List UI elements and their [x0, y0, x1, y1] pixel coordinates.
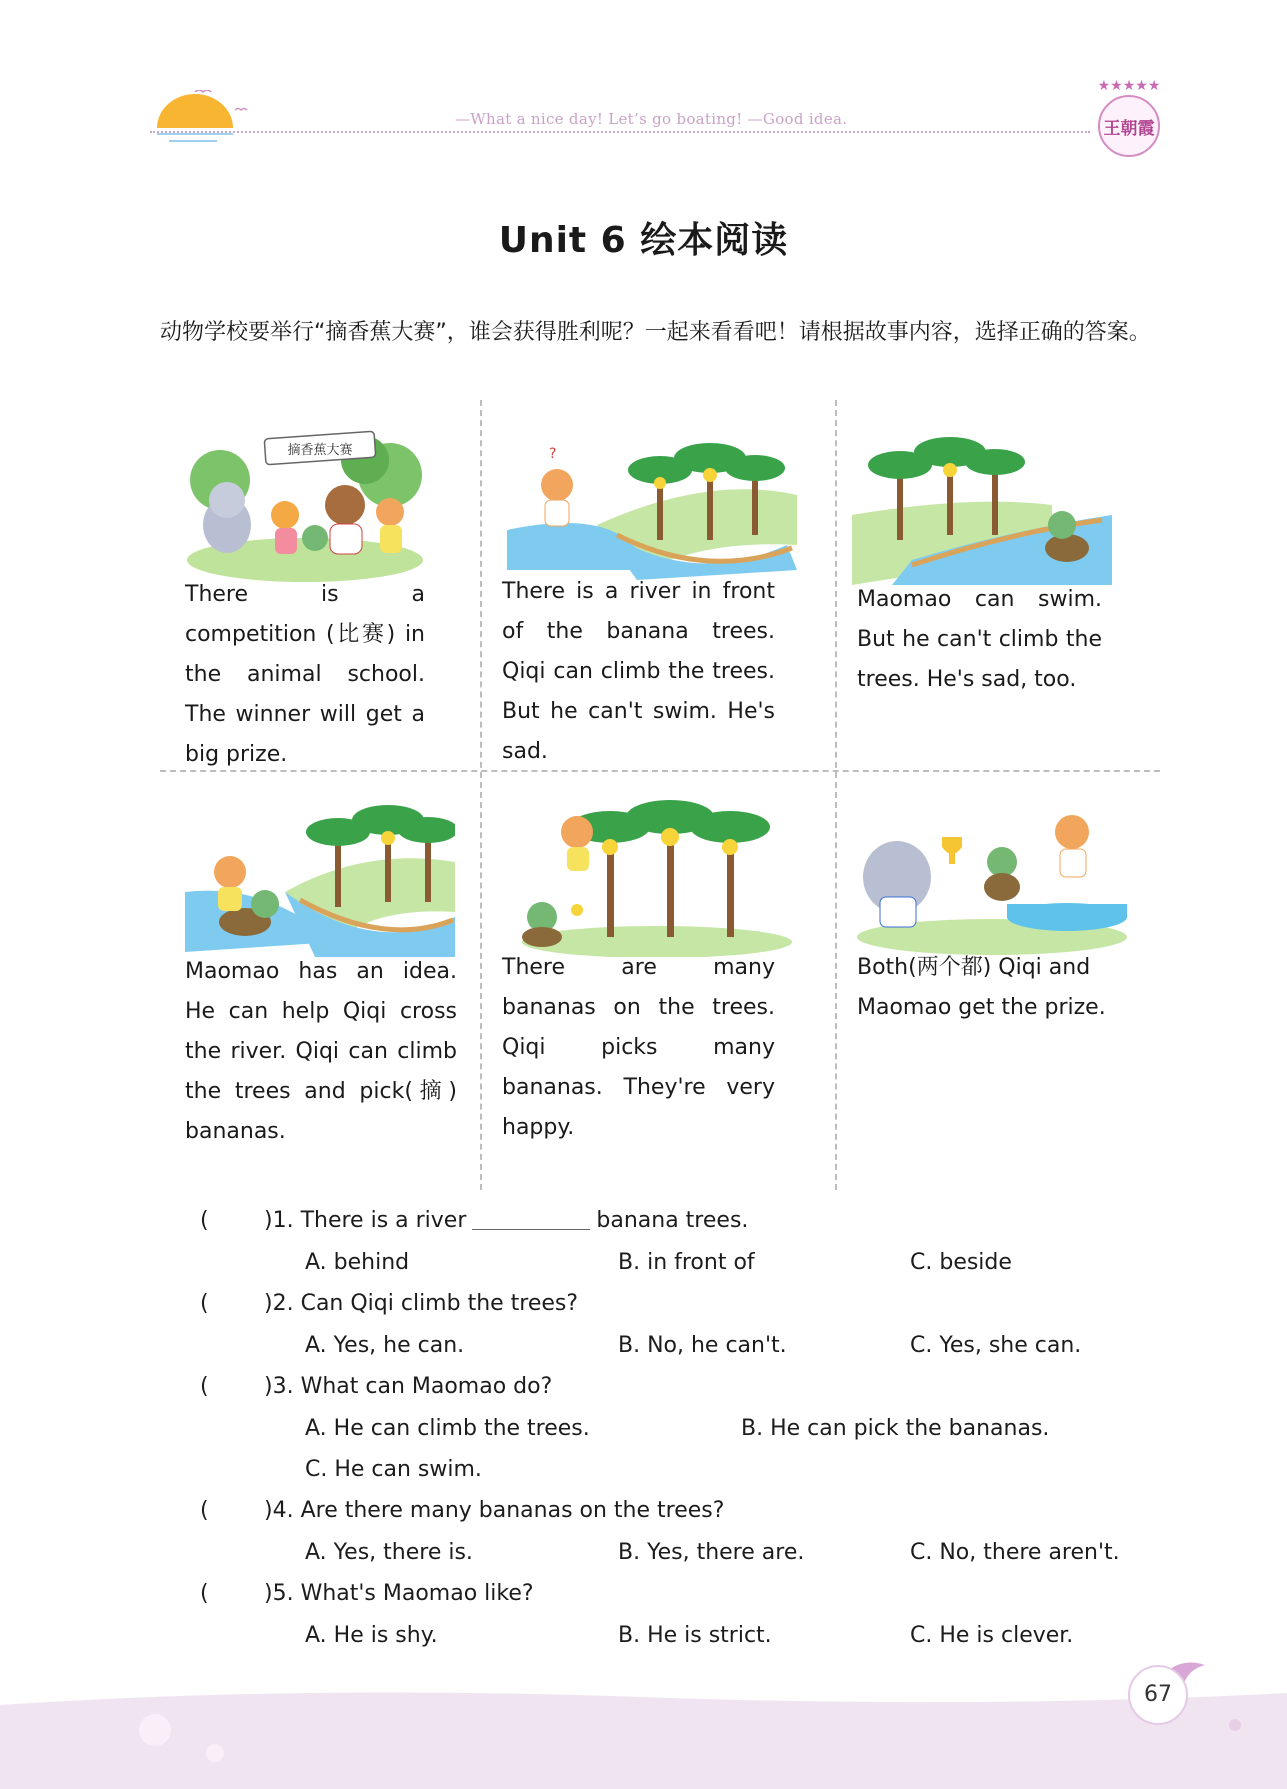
option-b[interactable]: B. He is strict.	[618, 1623, 772, 1648]
story-text: Maomao can swim. But he can't climb the trees. He's sad, too.	[857, 587, 1102, 692]
question-4	[200, 1490, 1180, 1532]
story-text: There is a river in front of the banana trees. Qiqi can climb the trees. But he can't swim. He's sad.	[502, 579, 775, 764]
options-row	[200, 1615, 1180, 1656]
header-divider	[150, 131, 1090, 133]
story-grid	[160, 400, 1160, 1190]
story-panel-5	[482, 772, 835, 1190]
logo-text: 王朝霞	[1103, 119, 1155, 139]
story-panel-3	[837, 400, 1160, 770]
story-panel-6	[837, 772, 1160, 1190]
question-number: )1.	[264, 1208, 294, 1233]
option-c[interactable]: C. beside	[910, 1250, 1012, 1275]
page-header	[0, 0, 1287, 170]
option-a[interactable]: A. behind	[305, 1250, 410, 1275]
instructions: 动物学校要举行“摘香蕉大赛”，谁会获得胜利呢？一起来看看吧！请根据故事内容，选择正确的答案。	[160, 320, 1151, 345]
question-2	[200, 1283, 1180, 1325]
header-motto: —What a nice day! Let’s go boating! —Good idea.	[455, 110, 848, 128]
question-text: There is a river	[300, 1208, 467, 1233]
page-title: Unit 6 绘本阅读	[498, 220, 789, 261]
footer-wave	[0, 1685, 1287, 1789]
crossing-illustration	[185, 792, 455, 957]
river-illustration	[507, 420, 807, 585]
story-text: There is a competition (比赛) in the animal school. The winner will get a big prize.	[185, 582, 425, 767]
question-text: What's Maomao like?	[300, 1581, 534, 1606]
turtle-river-illustration	[852, 420, 1112, 585]
story-panel-4	[160, 772, 480, 1190]
answer-bracket[interactable]: (	[200, 1291, 209, 1316]
sunset-icon	[155, 90, 250, 150]
answer-bracket[interactable]: (	[200, 1208, 209, 1233]
story-text: Maomao has an idea. He can help Qiqi cross the river. Qiqi can climb the trees and pick(摘) bananas.	[185, 959, 457, 1144]
prize-illustration	[852, 792, 1132, 957]
option-b[interactable]: B. in front of	[618, 1250, 755, 1275]
option-a[interactable]: A. He is shy.	[305, 1623, 438, 1648]
answer-bracket[interactable]: (	[200, 1581, 209, 1606]
answer-bracket[interactable]: (	[200, 1374, 209, 1399]
option-b[interactable]: B. He can pick the bananas.	[741, 1416, 1050, 1441]
publisher-logo	[1088, 78, 1170, 168]
option-c[interactable]: C. He can swim.	[305, 1457, 482, 1482]
question-number: )4.	[264, 1498, 294, 1523]
sign-text: 摘香蕉大赛	[287, 443, 353, 458]
question-text: Can Qiqi climb the trees?	[300, 1291, 579, 1316]
options-row	[200, 1449, 1180, 1490]
option-a[interactable]: A. Yes, he can.	[305, 1333, 465, 1358]
page-number: 67	[1128, 1665, 1188, 1725]
story-text: There are many bananas on the trees. Qiqi picks many bananas. They're very happy.	[502, 955, 775, 1140]
story-panel-1	[160, 400, 480, 770]
story-text: Both(两个都) Qiqi and Maomao get the prize.	[857, 955, 1106, 1020]
banana-picking-illustration	[517, 792, 797, 957]
options-row	[200, 1408, 1180, 1449]
option-c[interactable]: C. Yes, she can.	[910, 1333, 1082, 1358]
competition-illustration	[185, 420, 425, 585]
question-5	[200, 1573, 1180, 1615]
question-number: )3.	[264, 1374, 294, 1399]
question-number: )5.	[264, 1581, 294, 1606]
answer-blank[interactable]	[472, 1205, 590, 1230]
option-c[interactable]: C. He is clever.	[910, 1623, 1074, 1648]
option-a[interactable]: A. He can climb the trees.	[305, 1416, 590, 1441]
option-a[interactable]: A. Yes, there is.	[305, 1540, 473, 1565]
question-text: Are there many bananas on the trees?	[300, 1498, 725, 1523]
options-row	[200, 1532, 1180, 1573]
svg-text:?: ?	[549, 446, 557, 462]
story-panel-2	[482, 400, 835, 770]
options-row	[200, 1242, 1180, 1283]
question-1	[200, 1200, 1180, 1242]
option-b[interactable]: B. Yes, there are.	[618, 1540, 805, 1565]
question-text: What can Maomao do?	[300, 1374, 553, 1399]
option-c[interactable]: C. No, there aren't.	[910, 1540, 1120, 1565]
svg-text:★★★★★: ★★★★★	[1097, 78, 1161, 94]
option-b[interactable]: B. No, he can't.	[618, 1333, 787, 1358]
question-list	[200, 1200, 1180, 1656]
answer-bracket[interactable]: (	[200, 1498, 209, 1523]
options-row	[200, 1325, 1180, 1366]
question-number: )2.	[264, 1291, 294, 1316]
question-text: banana trees.	[596, 1208, 749, 1233]
question-3	[200, 1366, 1180, 1408]
